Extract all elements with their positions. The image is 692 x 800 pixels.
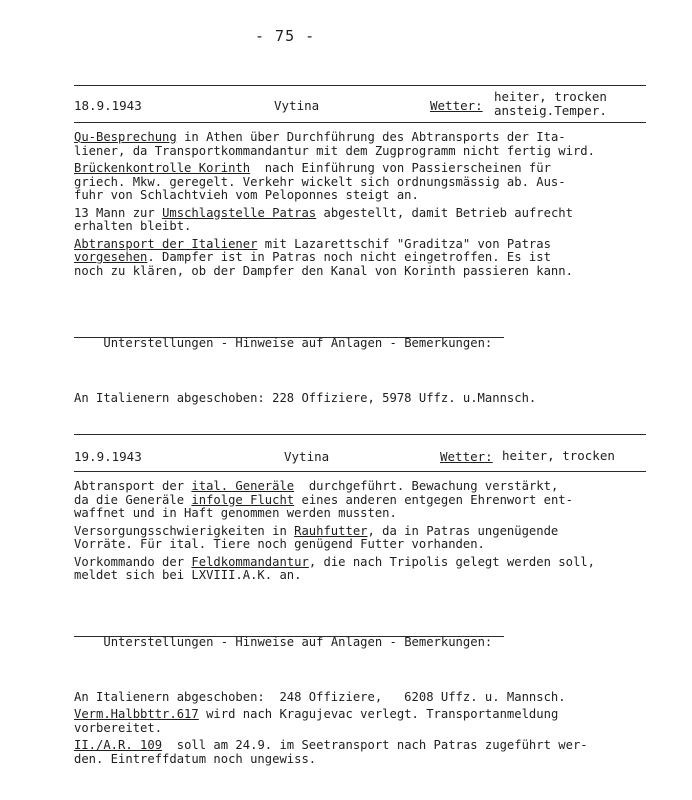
- text-segment: den. Eintreffdatum noch ungewiss.: [74, 751, 317, 766]
- underlined-text: II./A.R. 109: [74, 738, 163, 752]
- entry-body: [74, 480, 646, 583]
- paragraph: [74, 708, 646, 735]
- text-segment: fuhr von Schlachtvieh vom Peloponnes steigt an.: [74, 188, 419, 202]
- remarks-heading: [74, 621, 646, 677]
- text-segment: , die nach Tripolis gelegt werden soll,: [308, 554, 595, 569]
- weather-label: Wetter:: [440, 449, 493, 464]
- underlined-text: ital. Generäle: [191, 479, 295, 493]
- text-segment: nach Einführung von Passierscheinen für: [250, 161, 551, 175]
- text-segment: meldet sich bei LXVIII.A.K. an.: [74, 568, 302, 582]
- underlined-text: Verm.Halbbttr.617: [74, 707, 199, 721]
- underlined-text: Qu-Besprechung: [74, 130, 177, 144]
- paragraph: [74, 480, 646, 521]
- paragraph: [74, 131, 646, 158]
- remarks-body: [74, 392, 646, 406]
- underlined-text: Feldkommandantur: [191, 554, 309, 569]
- diary-entry: [74, 85, 646, 406]
- text-segment: erhalten bleibt.: [74, 219, 192, 233]
- entry-date: 18.9.1943: [74, 98, 142, 113]
- entry-body: [74, 131, 646, 278]
- paragraph: [74, 238, 646, 279]
- text-segment: eines anderen entgegen Ehrenwort ent-: [294, 492, 573, 507]
- text-segment: An Italienern abgeschoben: 248 Offiziere, 6208 Uffz. u. Mannsch.: [74, 689, 566, 704]
- paragraph: [74, 691, 646, 705]
- header-bottom-rule: [74, 471, 646, 472]
- text-segment: Abtransport der: [74, 479, 192, 493]
- text-segment: 13 Mann zur: [74, 205, 163, 220]
- text-segment: liener, da Transportkommandantur mit dem Zugprogramm nicht fertig wird.: [74, 143, 595, 158]
- underlined-text: vorgesehen: [74, 250, 148, 264]
- text-segment: , da in Patras ungenügende: [367, 523, 559, 538]
- weather-text: heiter, trocken: [502, 448, 615, 463]
- entry-header: [74, 86, 646, 122]
- underlined-text: Brückenkontrolle Korinth: [74, 161, 251, 175]
- text-segment: An Italienern abgeschoben: 228 Offiziere, 5978 Uffz. u.Mannsch.: [74, 391, 537, 405]
- paragraph: [74, 739, 646, 766]
- paragraph: [74, 162, 646, 203]
- text-segment: waffnet und in Haft genommen werden mussten.: [74, 506, 397, 520]
- paragraph: [74, 525, 646, 552]
- entry-place: Vytina: [274, 98, 320, 113]
- text-segment: Vorkommando der: [74, 554, 192, 569]
- text-segment: . Dampfer ist in Patras noch nicht eingetroffen. Es ist: [147, 250, 551, 264]
- remarks-heading-underline: [74, 636, 504, 637]
- text-segment: Versorgungsschwierigkeiten in: [74, 523, 295, 538]
- text-segment: da die Generäle: [74, 492, 192, 507]
- remarks-body: [74, 691, 646, 767]
- diary-entry: [74, 434, 646, 766]
- text-segment: griech. Mkw. geregelt. Verkehr wickelt sich ordnungsmässig ab. Aus-: [74, 174, 566, 189]
- paragraph: [74, 392, 646, 406]
- text-segment: noch zu klären, ob der Dampfer den Kanal von Korinth passieren kann.: [74, 263, 573, 278]
- entry-header: [74, 435, 646, 471]
- header-bottom-rule: [74, 122, 646, 123]
- underlined-text: Umschlagstelle Patras: [162, 205, 317, 220]
- remarks-heading-text: Unterstellungen - Hinweise auf Anlagen - Bemerkungen:: [103, 336, 493, 350]
- entry-place: Vytina: [284, 449, 330, 464]
- text-segment: durchgeführt. Bewachung verstärkt,: [294, 479, 559, 493]
- text-segment: in Athen über Durchführung des Abtransports der Ita-: [176, 130, 566, 144]
- page-number: - 75 -: [255, 27, 316, 45]
- paragraph: [74, 207, 646, 234]
- remarks-heading-text: Unterstellungen - Hinweise auf Anlagen - Bemerkungen:: [103, 634, 493, 649]
- remarks-heading-underline: [74, 337, 504, 338]
- remarks-heading: [74, 322, 646, 378]
- text-segment: abgestellt, damit Betrieb aufrecht: [316, 205, 573, 220]
- underlined-text: Rauhfutter: [294, 523, 368, 538]
- paragraph: [74, 556, 646, 583]
- underlined-text: Abtransport der Italiener: [74, 236, 258, 251]
- text-segment: wird nach Kragujevac verlegt. Transportanmeldung: [198, 707, 559, 721]
- weather-text: heiter, trocken ansteig.Temper.: [494, 89, 607, 118]
- entry-date: 19.9.1943: [74, 449, 142, 464]
- underlined-text: infolge Flucht: [191, 492, 295, 507]
- text-segment: vorbereitet.: [74, 720, 163, 735]
- weather-label: Wetter:: [430, 98, 483, 113]
- text-segment: mit Lazarettschif "Graditza" von Patras: [257, 236, 551, 251]
- text-segment: soll am 24.9. im Seetransport nach Patras zugeführt wer-: [162, 738, 588, 752]
- text-segment: Vorräte. Für ital. Tiere noch genügend Futter vorhanden.: [74, 537, 485, 551]
